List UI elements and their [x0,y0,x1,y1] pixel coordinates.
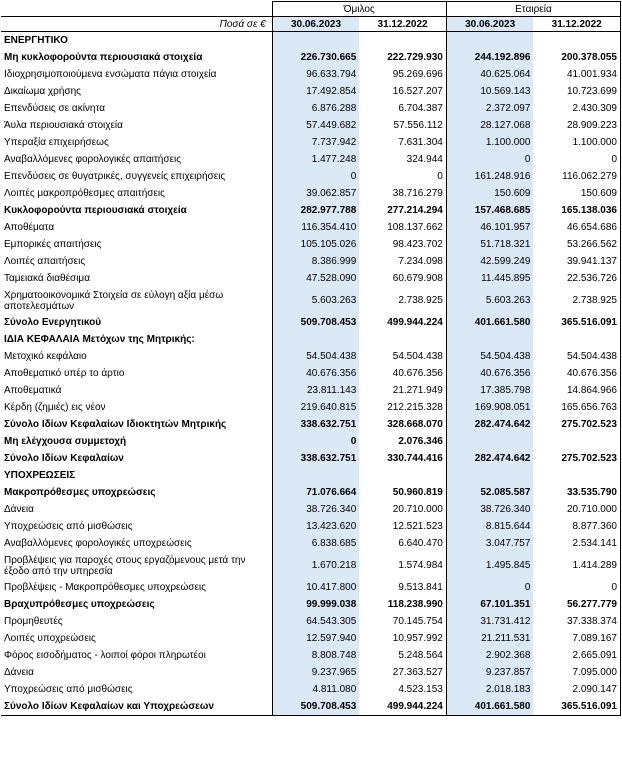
group-prior-value: 108.137.662 [359,219,446,236]
group-prior-value [359,32,446,50]
company-prior-value: 37.338.374 [533,613,620,630]
header-spacer [1,2,272,17]
group-prior-value: 70.145.754 [359,613,446,630]
group-prior-value: 57.556.112 [359,117,446,134]
company-current-value: 169.908.051 [446,399,533,416]
table-row [1,83,621,100]
company-current-value: 51.718.321 [446,236,533,253]
group-current-value: 57.449.682 [272,117,359,134]
company-prior-value: 7.089.167 [533,630,620,647]
group-prior-value: 7.234.098 [359,253,446,270]
group-prior-value [359,467,446,484]
table-row [1,185,621,202]
table-row [1,399,621,416]
row-label: Προμηθευτές [4,616,63,627]
group-current-value: 6.876.288 [272,100,359,117]
group-current-value: 17.492.854 [272,83,359,100]
group-prior-value: 330.744.416 [359,450,446,467]
table-row [1,501,621,518]
company-prior-value: 39.941.137 [533,253,620,270]
company-current-value: 8.815.644 [446,518,533,535]
company-current-value: 2.902.368 [446,647,533,664]
row-label: Κέρδη (ζημιές) εις νέον [4,402,106,413]
row-label: Χρηματοοικονομικά Στοιχεία σε εύλογη αξία μέσω αποτελεσμάτων [4,289,224,312]
group-current-value: 71.076.664 [272,484,359,501]
table-row [1,382,621,399]
company-current-value: 2.372.097 [446,100,533,117]
row-label: Αναβαλλόμενες φορολογικές υποχρεώσεις [4,538,192,549]
group-current-value: 47.528.090 [272,270,359,287]
row-label: Μη ελέγχουσα συμμετοχή [4,436,127,447]
group-prior-value: 12.521.523 [359,518,446,535]
group-current-value: 509.708.453 [272,314,359,331]
row-label: Δάνεια [4,667,34,678]
group-current-value: 282.977.788 [272,202,359,219]
company-prior-value: 275.702.523 [533,450,620,467]
table-row [1,134,621,151]
company-prior-value: 165.138.036 [533,202,620,219]
group-prior-value: 38.716.279 [359,185,446,202]
company-current-value: 10.569.143 [446,83,533,100]
amounts-label: Ποσά σε € [1,17,272,32]
company-prior-value: 8.877.360 [533,518,620,535]
company-prior-value: 1.100.000 [533,134,620,151]
group-prior-value: 40.676.356 [359,365,446,382]
table-row [1,664,621,681]
table-row [1,433,621,450]
table-row [1,579,621,596]
company-prior-value: 365.516.091 [533,698,620,716]
group-prior-value: 324.944 [359,151,446,168]
group-current-value: 23.811.143 [272,382,359,399]
group-prior-value: 222.729.930 [359,49,446,66]
company-prior-value: 14.864.966 [533,382,620,399]
company-prior-value: 28.909.223 [533,117,620,134]
group-current-value: 13.423.620 [272,518,359,535]
company-prior-value: 2.665.091 [533,647,620,664]
company-prior-value: 2.534.141 [533,535,620,552]
table-row [1,253,621,270]
company-current-value [446,32,533,50]
group-current-value: 0 [272,433,359,450]
group-prior-value: 16.527.207 [359,83,446,100]
row-label: ΕΝΕΡΓΗΤΙΚΟ [4,35,68,46]
table-row [1,467,621,484]
table-row [1,66,621,83]
row-label: Σύνολο Ιδίων Κεφαλαίων [4,453,124,464]
group-prior-value: 54.504.438 [359,348,446,365]
company-current-value: 40.676.356 [446,365,533,382]
row-label: Λοιπές υποχρεώσεις [4,633,96,644]
company-prior-value: 0 [533,151,620,168]
table-row [1,314,621,331]
company-prior-value: 1.414.289 [533,552,620,579]
company-current-value: 161.248.916 [446,168,533,185]
group-current-value: 64.543.305 [272,613,359,630]
balance-sheet-table [1,1,621,716]
company-prior-value: 53.266.562 [533,236,620,253]
group-current-value: 4.811.080 [272,681,359,698]
group-prior-value: 4.523.153 [359,681,446,698]
row-label: Υπεραξία επιχειρήσεως [4,137,109,148]
company-current-value: 11.445.895 [446,270,533,287]
group-current-value: 39.062.857 [272,185,359,202]
table-row [1,270,621,287]
company-current-value: 1.100.000 [446,134,533,151]
group-prior-value: 277.214.294 [359,202,446,219]
row-label: Αποθεματικά [4,385,62,396]
group-prior-value: 1.574.984 [359,552,446,579]
company-current-value: 5.603.263 [446,287,533,314]
table-row [1,613,621,630]
group-current-value: 9.237.965 [272,664,359,681]
table-row [1,49,621,66]
company-current-value [446,467,533,484]
group-current-value: 96.633.794 [272,66,359,83]
table-row [1,219,621,236]
group-prior-value [359,331,446,348]
row-label: Σύνολο Ενεργητικού [4,317,102,328]
company-prior-value: 365.516.091 [533,314,620,331]
group-prior-value: 50.960.819 [359,484,446,501]
group-prior-value: 20.710.000 [359,501,446,518]
group-date-prior: 31.12.2022 [359,17,446,32]
group-current-value: 5.603.263 [272,287,359,314]
group-current-value: 226.730.665 [272,49,359,66]
group-header: Όμιλος [272,2,446,17]
company-prior-value: 10.723.699 [533,83,620,100]
company-current-value: 157.468.685 [446,202,533,219]
row-label: Δάνεια [4,504,34,515]
table-row [1,647,621,664]
table-row [1,450,621,467]
group-current-value: 99.999.038 [272,596,359,613]
group-current-value: 6.838.685 [272,535,359,552]
group-current-value: 219.640.815 [272,399,359,416]
group-current-value: 8.808.748 [272,647,359,664]
company-current-value: 401.661.580 [446,698,533,716]
company-current-value [446,331,533,348]
company-prior-value: 22.536.726 [533,270,620,287]
company-prior-value: 56.277.779 [533,596,620,613]
company-current-value: 28.127.068 [446,117,533,134]
group-current-value: 0 [272,168,359,185]
table-row [1,416,621,433]
group-prior-value: 328.668.070 [359,416,446,433]
company-prior-value [533,467,620,484]
company-prior-value [533,331,620,348]
row-label: Επενδύσεις σε ακίνητα [4,103,106,114]
table-row [1,100,621,117]
table-row [1,552,621,579]
company-current-value [446,433,533,450]
row-label: Φόρος εισοδήματος - λοιποί φόροι πληρωτέοι [4,650,206,661]
company-current-value: 38.726.340 [446,501,533,518]
group-prior-value: 2.076.346 [359,433,446,450]
company-current-value: 31.731.412 [446,613,533,630]
row-label: Υποχρεώσεις από μισθώσεις [4,684,133,695]
company-prior-value: 200.378.055 [533,49,620,66]
group-prior-value: 95.269.696 [359,66,446,83]
company-prior-value: 2.090.147 [533,681,620,698]
group-prior-value: 6.640.470 [359,535,446,552]
table-row [1,32,621,50]
row-label: Ταμειακά διαθέσιμα [4,273,90,284]
company-prior-value: 275.702.523 [533,416,620,433]
company-current-value: 52.085.587 [446,484,533,501]
row-label: Σύνολο Ιδίων Κεφαλαίων Ιδιοκτητών Μητρικής [4,419,227,430]
group-prior-value: 118.238.990 [359,596,446,613]
group-current-value [272,32,359,50]
company-current-value: 0 [446,151,533,168]
row-label: Λοιπές μακροπρόθεσμες απαιτήσεις [4,188,165,199]
group-current-value: 38.726.340 [272,501,359,518]
company-current-value: 46.101.957 [446,219,533,236]
company-current-value: 2.018.183 [446,681,533,698]
company-prior-value: 41.001.934 [533,66,620,83]
row-label: ΥΠΟΧΡΕΩΣΕΙΣ [4,470,76,481]
row-label: Μετοχικό κεφάλαιο [4,351,87,362]
group-current-value [272,467,359,484]
company-current-value: 17.385.798 [446,382,533,399]
row-label: Εμπορικές απαιτήσεις [4,239,102,250]
row-label: ΙΔΙΑ ΚΕΦΑΛΑΙΑ Μετόχων της Μητρικής: [4,334,195,345]
row-label: Ιδιοχρησιμοποιούμενα ενσώματα πάγια στοιχεία [4,69,217,80]
group-current-value [272,331,359,348]
group-current-value: 338.632.751 [272,450,359,467]
company-current-value: 42.599.249 [446,253,533,270]
company-current-value: 54.504.438 [446,348,533,365]
company-prior-value: 20.710.000 [533,501,620,518]
company-current-value: 3.047.757 [446,535,533,552]
company-prior-value: 33.535.790 [533,484,620,501]
group-prior-value: 499.944.224 [359,314,446,331]
group-prior-value: 6.704.387 [359,100,446,117]
company-current-value: 21.211.531 [446,630,533,647]
table-row [1,535,621,552]
row-label: Αναβαλλόμενες φορολογικές απαιτήσεις [4,154,182,165]
table-row [1,168,621,185]
group-current-value: 10.417.800 [272,579,359,596]
group-current-value: 40.676.356 [272,365,359,382]
row-label: Κυκλοφορούντα περιουσιακά στοιχεία [4,205,187,216]
group-prior-value: 9.513.841 [359,579,446,596]
company-prior-value: 54.504.438 [533,348,620,365]
company-header: Εταιρεία [446,2,620,17]
company-current-value: 282.474.642 [446,450,533,467]
table-row [1,518,621,535]
group-prior-value: 27.363.527 [359,664,446,681]
group-current-value: 8.386.999 [272,253,359,270]
table-row [1,596,621,613]
company-current-value: 0 [446,579,533,596]
row-label: Βραχυπρόθεσμες υποχρεώσεις [4,599,155,610]
row-label: Λοιπές απαιτήσεις [4,256,86,267]
group-current-value: 509.708.453 [272,698,359,716]
company-prior-value: 46.654.686 [533,219,620,236]
row-label: Σύνολο Ιδίων Κεφαλαίων και Υποχρεώσεων [1,698,272,716]
table-row [1,151,621,168]
company-current-value: 9.237.857 [446,664,533,681]
table-row [1,117,621,134]
row-label: Άυλα περιουσιακά στοιχεία [4,120,123,131]
group-current-value: 12.597.940 [272,630,359,647]
company-current-value: 1.495.845 [446,552,533,579]
company-current-value: 244.192.896 [446,49,533,66]
group-prior-value: 21.271.949 [359,382,446,399]
table-row [1,331,621,348]
group-current-value: 1.477.248 [272,151,359,168]
group-prior-value: 499.944.224 [359,698,446,716]
company-prior-value: 7.095.000 [533,664,620,681]
date-header-row [1,17,621,32]
group-date-current: 30.06.2023 [272,17,359,32]
group-prior-value: 212.215.328 [359,399,446,416]
company-prior-value: 2.738.925 [533,287,620,314]
row-label: Επενδύσεις σε θυγατρικές, συγγενείς επιχειρήσεις [4,171,226,182]
company-prior-value: 0 [533,579,620,596]
row-label: Δικαίωμα χρήσης [4,86,81,97]
company-current-value: 67.101.351 [446,596,533,613]
row-label: Προβλέψεις για παροχές στους εργαζόμενους μετά την έξοδο από την υπηρεσία [4,554,246,577]
group-prior-value: 10.957.992 [359,630,446,647]
company-current-value: 150.609 [446,185,533,202]
table-row [1,202,621,219]
group-current-value: 105.105.026 [272,236,359,253]
group-current-value: 338.632.751 [272,416,359,433]
company-prior-value [533,32,620,50]
row-label: Αποθέματα [4,222,55,233]
company-date-current: 30.06.2023 [446,17,533,32]
group-current-value: 1.670.218 [272,552,359,579]
company-prior-value [533,433,620,450]
row-label: Μακροπρόθεσμες υποχρεώσεις [4,487,156,498]
table-row [1,348,621,365]
group-current-value: 116.354.410 [272,219,359,236]
table-row [1,287,621,314]
group-prior-value: 5.248.564 [359,647,446,664]
row-label: Μη κυκλοφορούντα περιουσιακά στοιχεία [4,52,203,63]
table-row [1,681,621,698]
group-prior-value: 60.679.908 [359,270,446,287]
company-prior-value: 150.609 [533,185,620,202]
group-current-value: 7.737.942 [272,134,359,151]
table-row [1,630,621,647]
company-prior-value: 165.656.763 [533,399,620,416]
balance-sheet [1,1,621,716]
company-prior-value: 116.062.279 [533,168,620,185]
table-row [1,236,621,253]
group-prior-value: 2.738.925 [359,287,446,314]
entity-header-row [1,2,621,17]
row-label: Υποχρεώσεις από μισθώσεις [4,521,133,532]
group-current-value: 54.504.438 [272,348,359,365]
row-label: Αποθεματικό υπέρ το άρτιο [4,368,125,379]
company-current-value: 282.474.642 [446,416,533,433]
group-prior-value: 98.423.702 [359,236,446,253]
table-row [1,698,621,716]
company-prior-value: 40.676.356 [533,365,620,382]
company-date-prior: 31.12.2022 [533,17,620,32]
group-prior-value: 0 [359,168,446,185]
company-prior-value: 2.430.309 [533,100,620,117]
group-prior-value: 7.631.304 [359,134,446,151]
row-label: Προβλέψεις - Μακροπρόθεσμες υποχρεώσεις [4,582,206,593]
balance-sheet-body [1,32,621,716]
company-current-value: 40.625.064 [446,66,533,83]
table-row [1,365,621,382]
table-row [1,484,621,501]
company-current-value: 401.661.580 [446,314,533,331]
